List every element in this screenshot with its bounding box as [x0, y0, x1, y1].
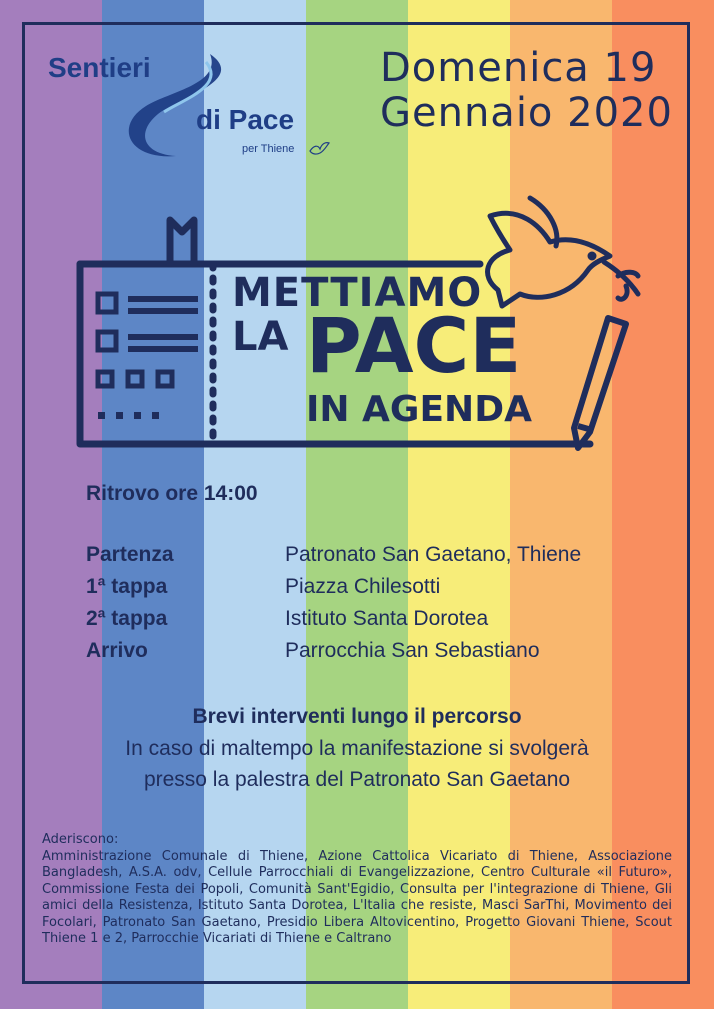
route-row — [86, 575, 646, 607]
headline-line2: LA — [232, 314, 289, 360]
route-value: Parrocchia San Sebastiano — [285, 639, 540, 662]
route-label: 1ª tappa — [86, 575, 168, 598]
headline-line4: IN AGENDA — [306, 389, 532, 430]
logo — [46, 46, 336, 166]
route-label: Arrivo — [86, 639, 148, 662]
notes-line2: presso la palestra del Patronato San Gaetano — [143, 768, 571, 791]
headline-line3: PACE — [306, 301, 522, 390]
logo-line1: Sentieri — [48, 52, 151, 83]
route-value: Patronato San Gaetano, Thiene — [285, 543, 582, 566]
meeting-time: Ritrovo ore 14:00 — [86, 482, 258, 505]
headline-line1: METTIAMO — [232, 270, 483, 316]
adherents-title: Aderiscono: — [42, 832, 119, 847]
route-label: Partenza — [86, 543, 174, 566]
logo-line2: di Pace — [196, 104, 295, 135]
notes-line1: In caso di maltempo la manifestazione si svolgerà — [125, 737, 589, 760]
route-value: Istituto Santa Dorotea — [285, 607, 489, 630]
logo-sub: per Thiene — [242, 143, 295, 155]
route-row — [86, 607, 646, 639]
route-row — [86, 543, 646, 575]
dove-icon — [308, 141, 330, 157]
notes-bold: Brevi interventi lungo il percorso — [192, 705, 522, 728]
adherents-text: Amministrazione Comunale di Thiene, Azione Cattolica Vicariato di Thiene, Associazione Bangladesh, A.S.A. odv, Cellule Parrocchiali di Evangelizzazione, Centro Culturale «il Futuro», Commissione Festa dei Popoli, Comunità Sant'Egidio, Consulta per l'integrazione di Thiene, Gli amici della Resistenza, Istituto Santa Dorotea, L'Italia che resiste, Masci SarThi, Movimento dei Focolari, Patronato San Gaetano, Presidio Libera Altovicentino, Progetto Giovani Thiene, Scout Thiene 1 e 2, Parrocchie Vicariati di Thiene e Caltrano — [42, 849, 672, 947]
route-value: Piazza Chilesotti — [285, 575, 441, 598]
date-line1: Domenica 19 — [380, 45, 657, 91]
route-label: 2ª tappa — [86, 607, 168, 630]
route-table — [86, 543, 646, 671]
route-row — [86, 639, 646, 671]
date-line2: Gennaio 2020 — [380, 90, 673, 136]
